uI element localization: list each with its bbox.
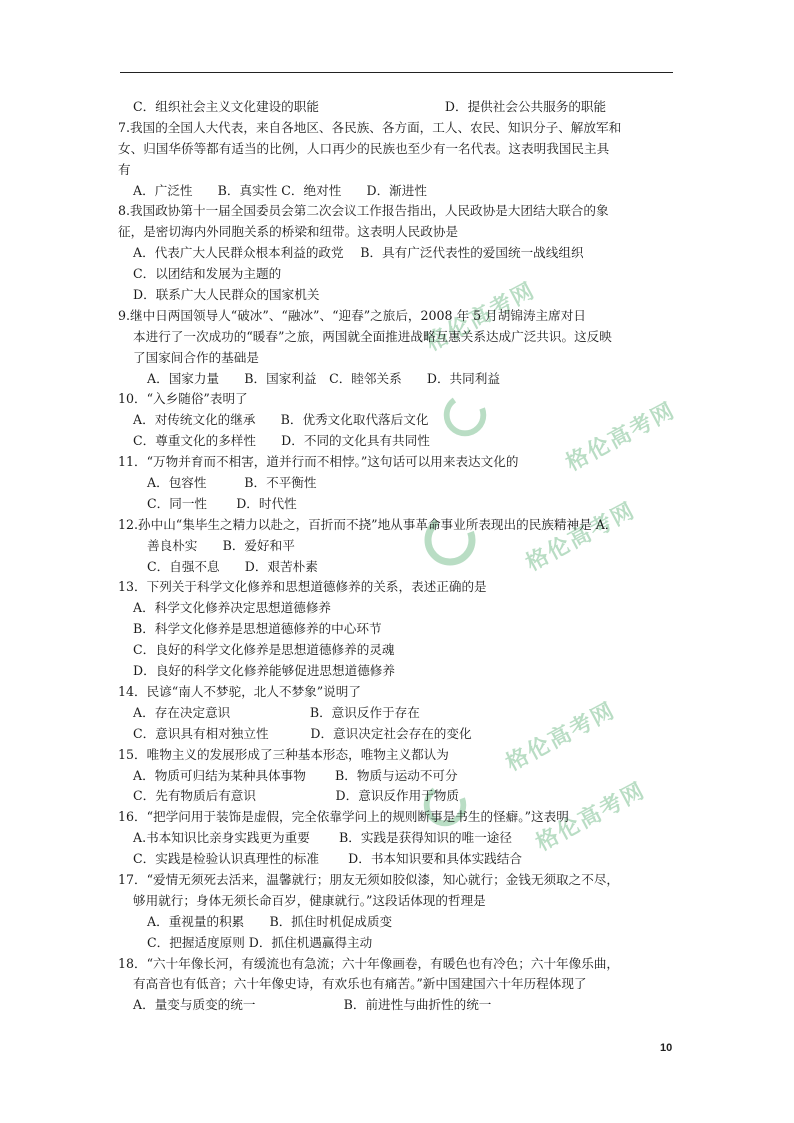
text-line: 17．“爱情无须死去活来，温馨就行；朋友无须如胶似漆，知心就行；金钱无须取之不尽， [118,871,620,887]
text-line: A.书本知识比亲身实践更为重要 B．实践是获得知识的唯一途径 [133,830,512,846]
text-line: C．自强不息 D．艰苦朴素 [147,558,318,574]
text-line: 16．“把学问用于装饰是虚假，完全依靠学问上的规则断事是书生的怪癖。”这表明 [118,809,569,825]
text-line: 女、归国华侨等都有适当的比例，人口再少的民族也至少有一名代表。这表明我国民主具 [118,140,610,156]
text-line: A．重视量的积累 B．抓住时机促成质变 [147,913,393,929]
text-line: 15．唯物主义的发展形成了三种基本形态，唯物主义都认为 [118,746,449,762]
text-line: C．实践是检验认识真理性的标准 D．书本知识要和具体实践结合 [133,851,522,867]
watermark-text: 格伦高考网 [522,498,640,577]
text-line: 征，是密切海内外同胞关系的桥梁和纽带。这表明人民政协是 [118,224,459,240]
text-line: 8.我国政协第十一届全国委员会第二次会议工作报告指出，人民政协是大团结大联合的象 [118,203,609,219]
text-line: 7.我国的全国人大代表，来自各地区、各民族、各方面，工人、农民、知识分子、解放军和 [118,119,622,135]
text-line: 18．“六十年像长河，有缓流也有急流；六十年像画卷，有暖色也有冷色；六十年像乐曲， [118,955,620,971]
watermark-text: 格伦高考网 [502,698,620,777]
header-rule [120,72,673,73]
watermark-text: 格伦高考网 [562,398,680,477]
text-line: A．代表广大人民群众根本利益的政党 B．具有广泛代表性的爱国统一战线组织 [133,245,584,261]
question-body [118,97,678,1016]
text-line: 11．“万物并育而不相害，道并行而不相悖。”这句话可以用来表达文化的 [118,454,519,470]
text-line: 有高音也有低音；六十年像史诗，有欢乐也有痛苦。”新中国建国六十年历程体现了 [133,976,587,992]
text-line: C．同一性 D．时代性 [147,495,297,511]
text-line: 善良朴实 B．爱好和平 [147,537,295,553]
text-line: A．量变与质变的统一 B．前进性与曲折性的统一 [133,997,492,1013]
text-line: A．科学文化修养决定思想道德修养 [133,600,332,616]
text-line: 够用就行；身体无须长命百岁，健康就行。”这段话体现的哲理是 [133,892,486,908]
text-line: C．组织社会主义文化建设的职能 D．提供社会公共服务的职能 [133,99,607,114]
text-line: C．先有物质后有意识 D．意识反作用于物质 [133,788,459,804]
watermark-text: 格伦高考网 [532,778,650,857]
text-line: 13．下列关于科学文化修养和思想道德修养的关系，表述正确的是 [118,579,487,595]
text-line: A．广泛性 B．真实性 C．绝对性 D．渐进性 [133,182,427,198]
text-line: 12.孙中山“集毕生之精力以赴之，百折而不挠”地从事革命事业所表现出的民族精神是 A． [118,516,618,532]
text-line: A．物质可归结为某种具体事物 B．物质与运动不可分 [133,767,458,783]
text-line: A．包容性 B．不平衡性 [147,475,317,491]
text-line: D．联系广大人民群众的国家机关 [133,287,320,303]
text-line: B．科学文化修养是思想道德修养的中心环节 [133,621,382,637]
text-line: A．存在决定意识 B．意识反作于存在 [133,704,420,720]
text-line: 了国家间合作的基础是 [133,349,259,365]
text-line: C．尊重文化的多样性 D．不同的文化具有共同性 [133,433,430,449]
watermark-text: 格伦高考网 [422,278,540,357]
page-number: 10 [660,1042,673,1054]
text-line: C．以团结和发展为主题的 [133,266,282,282]
text-line: 本进行了一次成功的“暖春”之旅，两国就全面推进战略互惠关系达成广泛共识。这反映 [133,328,612,344]
text-line: A．对传统文化的继承 B．优秀文化取代落后文化 [133,412,429,428]
text-line: 14．民谚“南人不梦驼，北人不梦象”说明了 [118,683,361,699]
text-line: 9.继中日两国领导人“破冰”、“融冰”、“迎春”之旅后，2008 年 5 月胡锦涛主席对日 [118,307,586,323]
text-line: 10．“入乡随俗”表明了 [118,391,248,407]
text-line: A．国家力量 B．国家利益 C．睦邻关系 D．共同利益 [147,370,500,386]
text-line: D．良好的科学文化修养能够促进思想道德修养 [133,663,395,679]
text-line: C．良好的科学文化修养是思想道德修养的灵魂 [133,642,395,658]
text-line: C．把握适度原则 D．抓住机遇赢得主动 [147,934,373,950]
text-line: 有 [118,161,131,177]
text-line: C．意识具有相对独立性 D．意识决定社会存在的变化 [133,725,472,741]
